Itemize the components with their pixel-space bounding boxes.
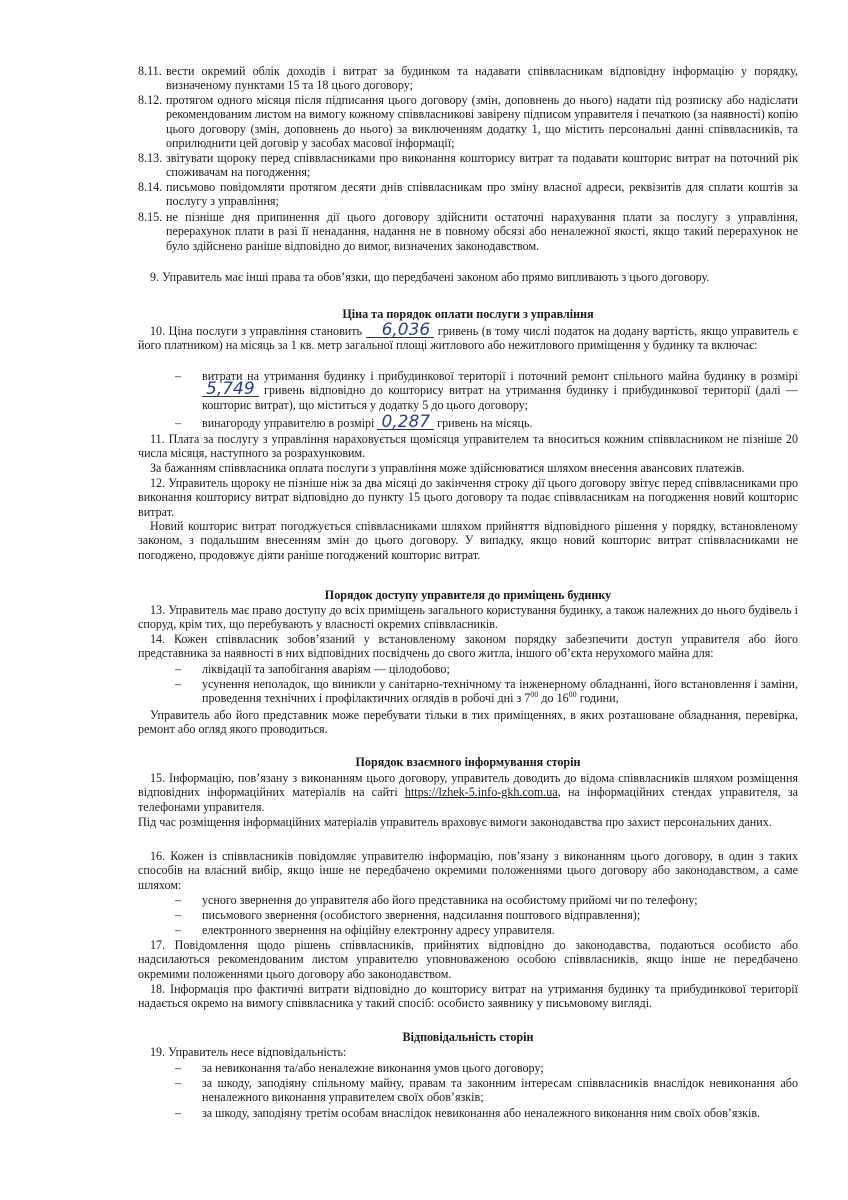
paragraph-14: 14. Кожен співвласник зобов’язаний у встановленому законом порядку забезпечити доступ управителя або його представника за наявності в них відповідних посвідчень до свого житла, іншого об’єкта нерухомого майна для: xyxy=(138,632,798,661)
clause-8-13: 8.13. звітувати щороку перед співвласниками про виконання кошторису витрат та подавати кошторис витрат на поточний рік споживачам на погодження; xyxy=(138,151,798,180)
paragraph-11b: За бажанням співвласника оплата послуги з управління може здійснюватися шляхом внесення авансових платежів. xyxy=(150,461,745,475)
bullet-dash: – xyxy=(175,677,182,691)
resp-bullet-1: за невиконання та/або неналежне виконання умов цього договору; xyxy=(202,1061,544,1075)
bullet-dash: – xyxy=(175,662,182,676)
paragraph-19: 19. Управитель несе відповідальність: xyxy=(150,1045,347,1059)
info-bullet-1: усного звернення до управителя або його представника на особистому прийомі чи по телефону; xyxy=(202,893,698,907)
handwritten-price: 6,036 xyxy=(366,324,435,338)
bullet-dash: – xyxy=(175,893,182,907)
paragraph-15c: Під час розміщення інформаційних матеріалів управитель враховує вимоги законодавства про захист персональних даних. xyxy=(138,815,772,829)
paragraph-13: 13. Управитель має право доступу до всіх приміщень загального користування будинку, а також належних до нього будівель і споруд, крім тих, що перебувають у власності окремих співвласників. xyxy=(138,603,798,632)
paragraph-16: 16. Кожен із співвласників повідомляє управителю інформацію, пов’язану з виконанням цього договору, в один з таких способів на власний вибір, якщо інше не передбачено окремими положеннями цього договору або законодавством, а саме шляхом: xyxy=(138,849,798,892)
paragraph-12b: Новий кошторис витрат погоджується співвласниками шляхом прийняття відповідного рішення у порядку, встановленому законом, з подальшим внесенням змін до цього договору. У випадку, якщо новий кошторис витрат співвласниками не погоджено, продовжує діяти раніше погоджений кошторис витрат. xyxy=(138,519,798,562)
bullet-dash: – xyxy=(175,369,182,383)
paragraph-11: 11. Плата за послугу з управління нараховується щомісяця управителем та вноситься кожним співвласником не пізніше 20 числа місяця, наступного за розрахунковим. xyxy=(138,432,798,461)
paragraph-9: 9. Управитель має інші права та обов’язки, що передбачені законом або прямо випливають з цього договору. xyxy=(150,270,710,284)
handwritten-fee: 0,287 xyxy=(377,416,434,430)
paragraph-18: 18. Інформація про фактичні витрати відповідно до кошторису витрат на утримання будинку та прибудинкової території надається окремо на вимогу співвласника у такий спосіб: особисто заявнику у письмовому вигляді. xyxy=(138,982,798,1011)
price-bullet-2: винагороду управителю в розмірі 0,287 гривень на місяць. xyxy=(202,412,533,432)
info-bullet-2: письмового звернення (особистого звернення, надсилання поштового відправлення); xyxy=(202,908,641,922)
paragraph-15: 15. Інформацію, пов’язану з виконанням цього договору, управитель доводить до відома співвласників шляхом розміщення відповідних інформаційних матеріалів на сайті https://lzhek-5.info-gkh.com.ua, на інформаційних стендах управителя, за телефонами управителя. xyxy=(138,771,798,814)
website-link[interactable]: https://lzhek-5.info-gkh.com.ua xyxy=(404,785,558,800)
access-bullet-2: усунення неполадок, що виникли у санітарно-технічному та інженерному обладнанні, його встановлення і заміни, проведення технічних і профілактичних оглядів в робочі дні з $7^{00}$ до $16^{00}$ години, xyxy=(202,677,798,706)
bullet-dash: – xyxy=(175,1076,182,1090)
price-bullet-1: витрати на утримання будинку і прибудинкової території і поточний ремонт спільного майна будинку в розмірі 5,749 гривень відповідно до кошторису витрат на утримання будинку і прибудинкової території (далі — кошторис витрат), що міститься у додатку 5 до цього договору; xyxy=(202,369,798,412)
resp-bullet-3: за шкоду, заподіяну третім особам внаслідок невиконання або неналежного виконання ним своїх обов’язків. xyxy=(202,1106,761,1120)
section-title-price: Ціна та порядок оплати послуги з управління xyxy=(342,307,594,321)
section-title-responsibility: Відповідальність сторін xyxy=(402,1030,534,1044)
paragraph-14b: Управитель або його представник може перебувати тільки в тих приміщеннях, в яких розташоване обладнання, перевірка, ремонт або огляд якого проводиться. xyxy=(138,708,798,737)
paragraph-17: 17. Повідомлення щодо рішень співвласників, прийнятих відповідно до законодавства, подаються особисто або надсилаються рекомендованим листом управителю уповноваженою особою співвласників, якщо інше не передбачено окремими положеннями цього договору або законодавством. xyxy=(138,938,798,981)
paragraph-12: 12. Управитель щороку не пізніше ніж за два місяці до закінчення строку дії цього договору звітує перед співвласниками про виконання кошторису витрат відповідно до пункту 15 цього договору та подає співвласникам на погодження новий кошторис витрат. xyxy=(138,476,798,519)
bullet-dash: – xyxy=(175,416,182,430)
clause-8-15: 8.15. не пізніше дня припинення дії цього договору здійснити остаточні нарахування плати за послугу з управління, перерахунок плати в разі її ненадання, надання не в повному обсязі або неналежної якості, якщо такий перерахунок не було здійснено раніше відповідно до вимог, визначених законодавством. xyxy=(138,210,798,253)
info-bullet-3: електронного звернення на офіційну електронну адресу управителя. xyxy=(202,923,555,937)
bullet-dash: – xyxy=(175,1106,182,1120)
section-title-access: Порядок доступу управителя до приміщень будинку xyxy=(324,588,612,602)
paragraph-10: 10. Ціна послуги з управління становить 6,036 гривень (в тому числі податок на додану вартість, якщо управитель є його платником) на місяць за 1 кв. метр загальної площі житлового або нежитлового приміщення у будинку та включає: xyxy=(138,320,798,353)
clause-8-12: 8.12. протягом одного місяця після підписання цього договору (змін, доповнень до нього) надати під розписку або надіслати рекомендованим листом на вимогу кожному співвласникові завірену підписом управителя і печаткою (за наявності) копію цього договору (змін, доповнень до нього) за виключенням додатку 1, що містить персональні данні співвласників, та оприлюднити цей договір у засобах масової інформації; xyxy=(138,93,798,150)
handwritten-maintenance-cost: 5,749 xyxy=(202,383,259,397)
section-title-info: Порядок взаємного інформування сторін xyxy=(355,755,581,769)
clause-8-11: 8.11. вести окремий облік доходів і витрат за будинком та надавати співвласникам відповідну інформацію у порядку, визначеному пунктами 15 та 18 цього договору; xyxy=(138,64,798,93)
bullet-dash: – xyxy=(175,923,182,937)
clause-8-14: 8.14. письмово повідомляти протягом десяти днів співвласникам про зміну власної адреси, реквізитів для сплати коштів за послугу з управління; xyxy=(138,180,798,209)
resp-bullet-2: за шкоду, заподіяну спільному майну, правам та законним інтересам співвласників внаслідок невиконання або неналежного виконання управителем своїх обов’язків; xyxy=(202,1076,798,1105)
bullet-dash: – xyxy=(175,1061,182,1075)
access-bullet-1: ліквідації та запобігання аваріям — цілодобово; xyxy=(202,662,450,676)
bullet-dash: – xyxy=(175,908,182,922)
